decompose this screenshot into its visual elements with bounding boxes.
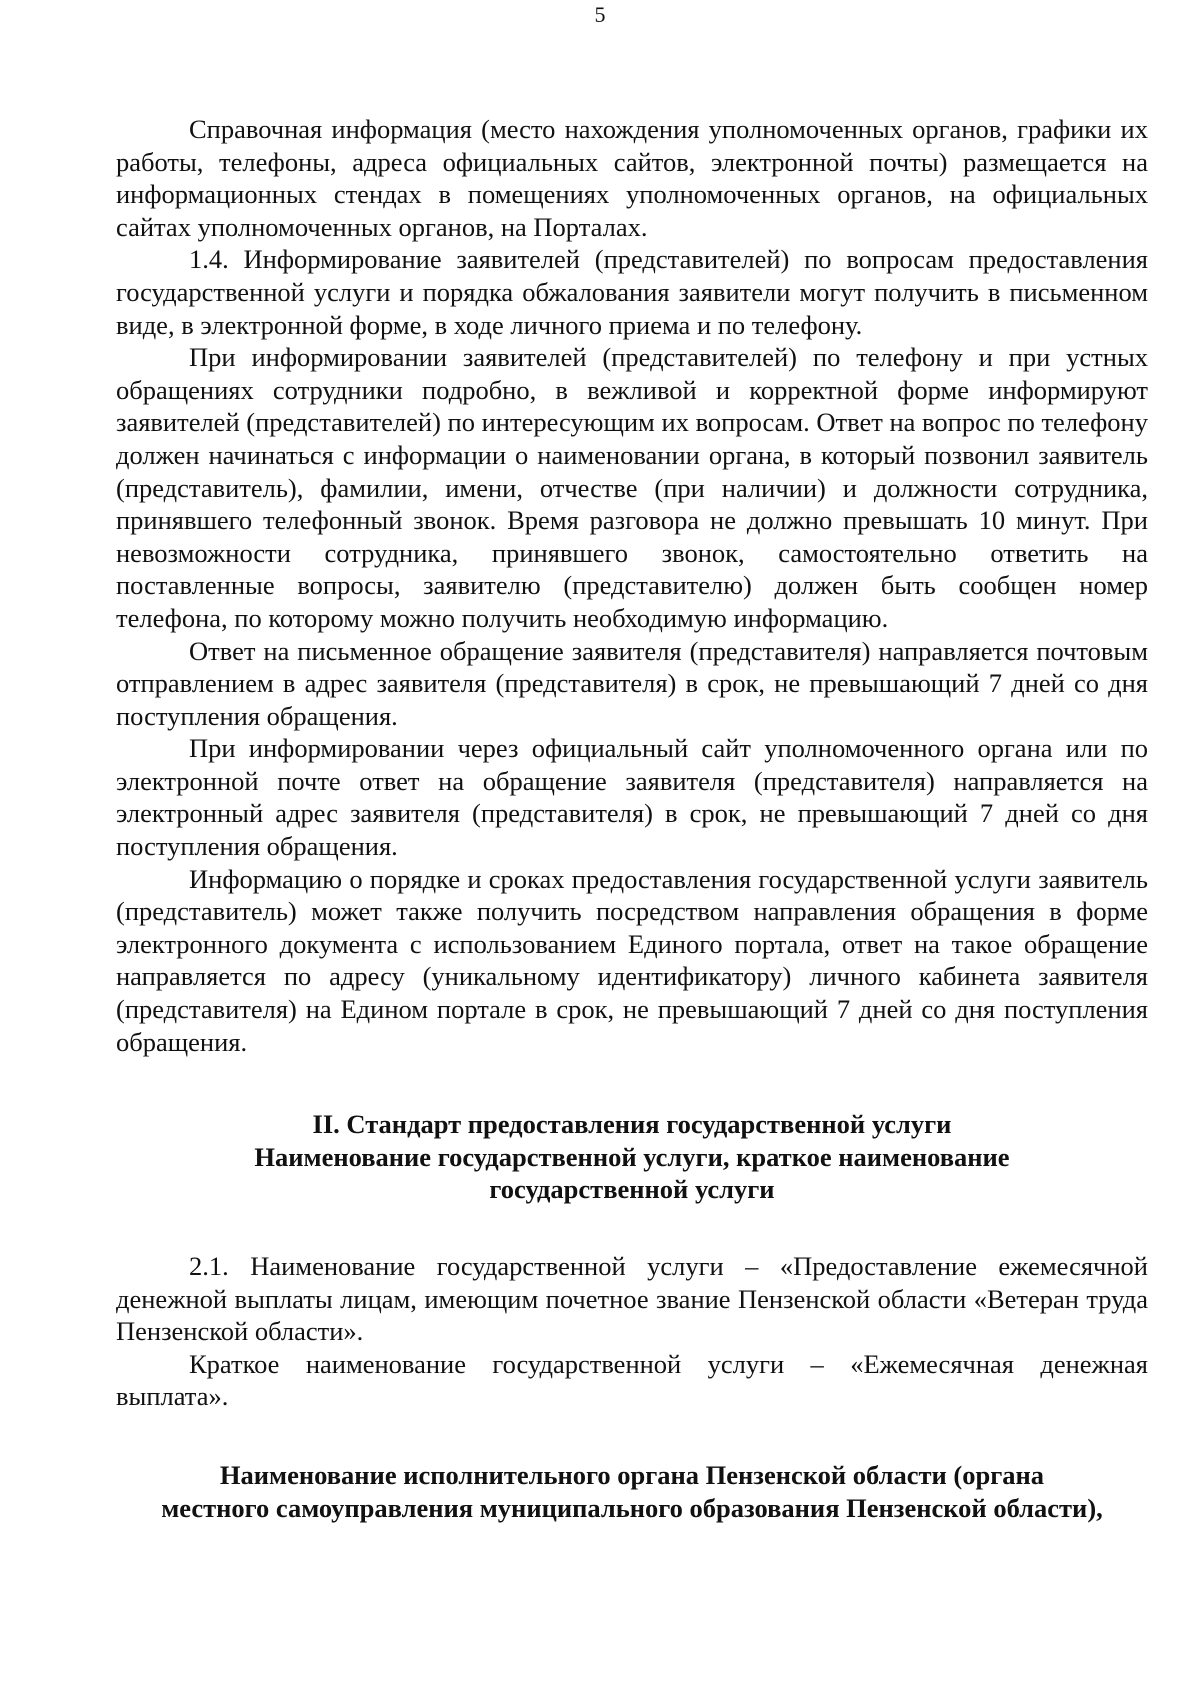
spacer — [116, 1206, 1148, 1250]
section-heading — [116, 1108, 1148, 1206]
paragraph-2-1-service-name: 2.1. Наименование государственной услуги – «Предоставление ежемесячной денежной выплаты лицам, имеющим почетное звание Пензенской области «Ветеран труда Пензенской области». — [116, 1251, 1148, 1347]
section-heading-line: Наименование государственной услуги, краткое наименование — [254, 1141, 1010, 1172]
paragraph-unified-portal: Информацию о порядке и сроках предоставления государственной услуги заявитель (представитель) может также получить посредством направления обращения в форме электронного документа с использованием Единого портала, ответ на такое обращение направляется по адресу (уникальному идентификатору) личного кабинета заявителя (представителя) на Едином портале в срок, не превышающий 7 дней со дня поступления обращения. — [116, 863, 1148, 1057]
spacer — [116, 1413, 1148, 1459]
subsection-heading-line: Наименование исполнительного органа Пензенской области (органа — [219, 1459, 1045, 1490]
paragraph-short-service-name: Краткое наименование государственной услуги – «Ежемесячная денежная выплата». — [116, 1348, 1148, 1412]
subsection-heading-line: местного самоуправления муниципального образования Пензенской области), — [161, 1492, 1103, 1523]
paragraph-website-email-reply: При информировании через официальный сайт уполномоченного органа или по электронной почте ответ на обращение заявителя (представителя) направляется на электронный адрес заявителя (представителя) в срок, не превышающий 7 дней со дня поступления обращения. — [116, 733, 1148, 862]
paragraph-1-4-informing: 1.4. Информирование заявителей (представителей) по вопросам предоставления государственной услуги и порядка обжалования заявители могут получить в письменном виде, в электронной форме, в ходе личного приема и по телефону. — [116, 244, 1148, 340]
subsection-heading — [116, 1459, 1148, 1524]
paragraph-written-reply: Ответ на письменное обращение заявителя (представителя) направляется почтовым отправлением в адрес заявителя (представителя) в срок, не превышающий 7 дней со дня поступления обращения. — [116, 635, 1148, 731]
spacer — [116, 1058, 1148, 1108]
page-number: 5 — [594, 2, 606, 27]
document-body — [116, 113, 1148, 1524]
paragraph-reference-info: Справочная информация (место нахождения уполномоченных органов, графики их работы, телефоны, адреса официальных сайтов, электронной почты) размещается на информационных стендах в помещениях уполномоченных органов, на официальных сайтах уполномоченных органов, на Порталах. — [116, 114, 1148, 242]
paragraph-phone-informing: При информировании заявителей (представителей) по телефону и при устных обращениях сотрудники подробно, в вежливой и корректной форме информируют заявителей (представителей) по интересующим их вопросам. Ответ на вопрос по телефону должен начинаться с информации о наименовании органа, в который позвонил заявитель (представитель), фамилии, имени, отчестве (при наличии) и должности сотрудника, принявшего телефонный звонок. Время разговора не должно превышать 10 минут. При невозможности сотрудника, принявшего звонок, самостоятельно ответить на поставленные вопросы, заявителю (представителю) должен быть сообщен номер телефона, по которому можно получить необходимую информацию. — [116, 342, 1148, 633]
section-heading-line: II. Стандарт предоставления государственной услуги — [312, 1109, 952, 1140]
section-heading-line: государственной услуги — [489, 1174, 775, 1205]
